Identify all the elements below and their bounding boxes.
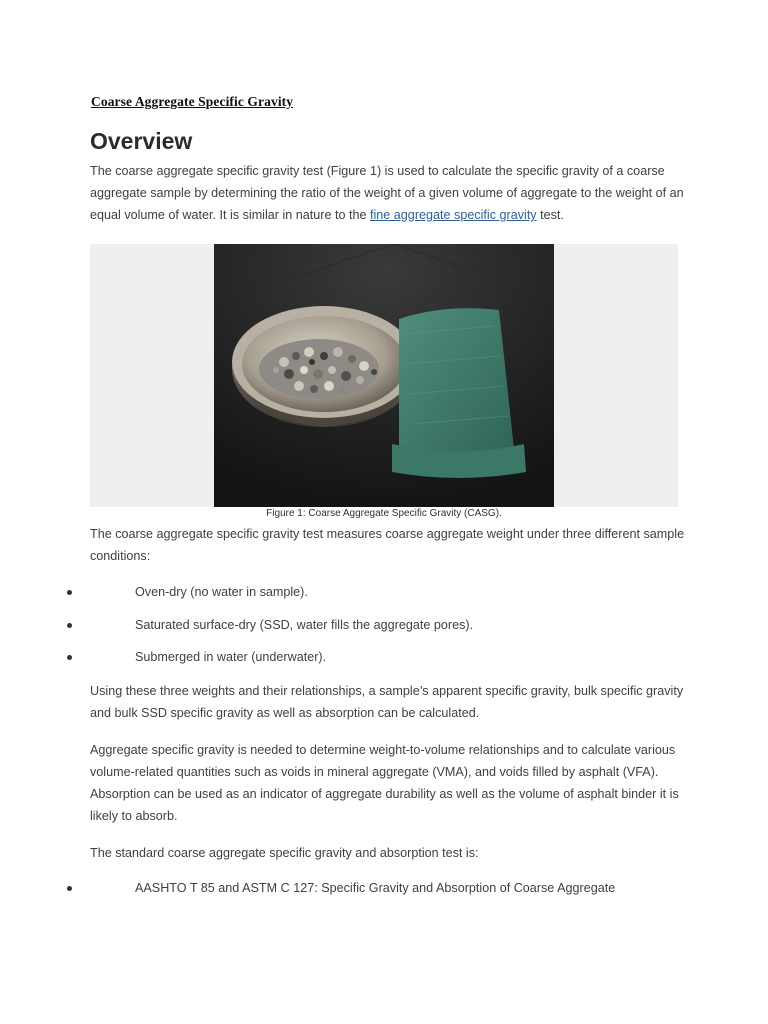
bullet-icon [67, 655, 72, 660]
list-item [64, 878, 744, 898]
standard-intro-paragraph: The standard coarse aggregate specific gravity and absorption test is: [90, 846, 479, 860]
bullet-icon [67, 623, 72, 628]
figure-caption: Figure 1: Coarse Aggregate Specific Gravity (CASG). [266, 508, 502, 519]
list-item-text: Saturated surface-dry (SSD, water fills the aggregate pores). [135, 618, 474, 632]
conditions-intro-paragraph: The coarse aggregate specific gravity test measures coarse aggregate weight under three different sample conditions: [90, 527, 685, 563]
intro-text: The coarse aggregate specific gravity test (Figure 1) is used to calculate the specific gravity of a coarse aggregate sample by determining the ratio of the weight of a given volume of aggregate to the weight of an equal volume of water. It is similar in nature to the [90, 164, 684, 222]
relationships-paragraph: Using these three weights and their relationships, a sample’s apparent specific gravity, bulk specific gravity and bulk SSD specific gravity as well as absorption can be calculated. [90, 684, 684, 720]
figure-photo [214, 244, 554, 507]
bullet-icon [67, 590, 72, 595]
list-item [64, 647, 744, 667]
intro-text-end: test. [536, 208, 564, 222]
fine-aggregate-link[interactable]: fine aggregate specific gravity [370, 208, 537, 222]
section-heading-overview: Overview [90, 128, 193, 154]
list-item [64, 582, 744, 602]
list-item-text: AASHTO T 85 and ASTM C 127: Specific Gravity and Absorption of Coarse Aggregate [135, 881, 616, 895]
bullet-icon [67, 886, 72, 891]
intro-paragraph [90, 160, 690, 226]
usage-paragraph: Aggregate specific gravity is needed to determine weight-to-volume relationships and to calculate various volume-related quantities such as voids in mineral aggregate (VMA), and voids filled by asphalt (VFA). Absorption can be used as an indicator of aggregate durability as well as the volume of asphalt binder it is likely to absorb. [90, 743, 679, 823]
document-title: Coarse Aggregate Specific Gravity [91, 94, 294, 109]
figure-1 [90, 244, 678, 507]
list-item [64, 615, 744, 635]
list-item-text: Submerged in water (underwater). [135, 650, 327, 664]
list-item-text: Oven-dry (no water in sample). [135, 585, 308, 599]
